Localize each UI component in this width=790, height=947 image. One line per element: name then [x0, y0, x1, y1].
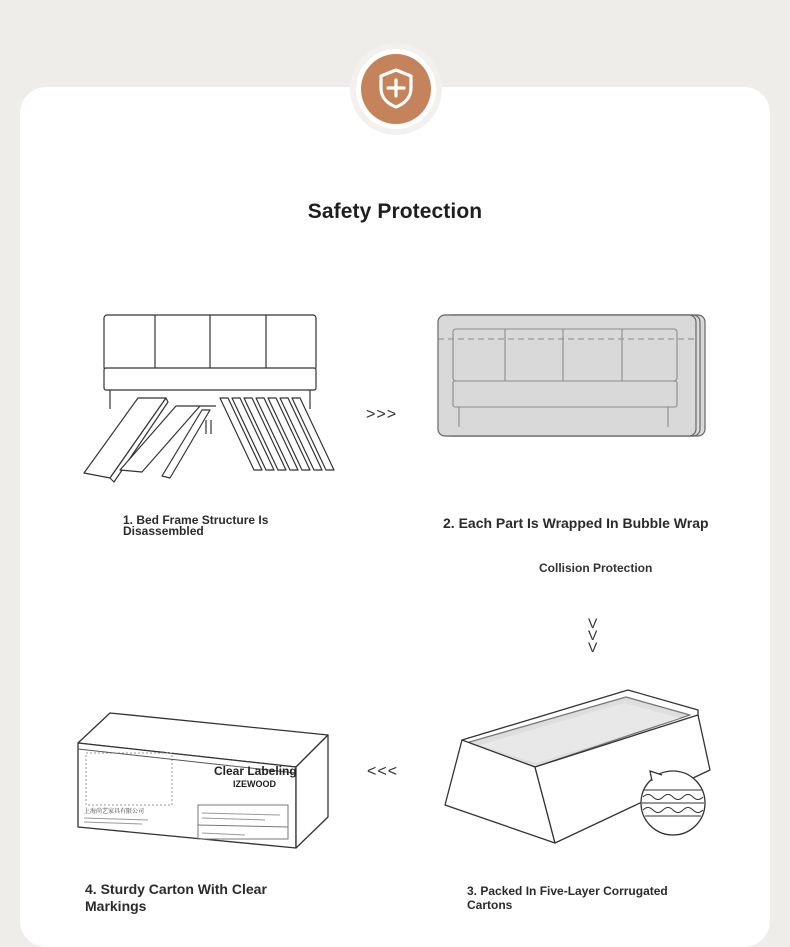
arrow-right: >>> [366, 406, 398, 423]
carton-maker: 上海尚艺家具有限公司 [84, 808, 145, 815]
shield-plus-icon [376, 67, 416, 111]
disassembled-bed-illustration [80, 310, 340, 485]
arrow-down: V V V [588, 615, 598, 655]
corrugated-carton-illustration [440, 685, 715, 850]
carton-heading: Clear Labeling [214, 764, 297, 778]
step-3-caption: 3. Packed In Five-Layer Corrugated Cartons [467, 884, 668, 912]
step-4-caption: 4. Sturdy Carton With Clear Markings [85, 881, 267, 914]
step-1-caption: 1. Bed Frame Structure Is Disassembled [123, 513, 269, 538]
carton-brand: IZEWOOD [233, 779, 276, 789]
collision-protection-note: Collision Protection [539, 561, 653, 575]
arrow-left: <<< [367, 763, 399, 780]
page-title: Safety Protection [307, 200, 483, 223]
labeled-carton-illustration [70, 705, 335, 855]
safety-badge [350, 43, 442, 135]
bubble-wrapped-bed-illustration [435, 311, 710, 443]
step-2-caption: 2. Each Part Is Wrapped In Bubble Wrap [443, 515, 709, 531]
